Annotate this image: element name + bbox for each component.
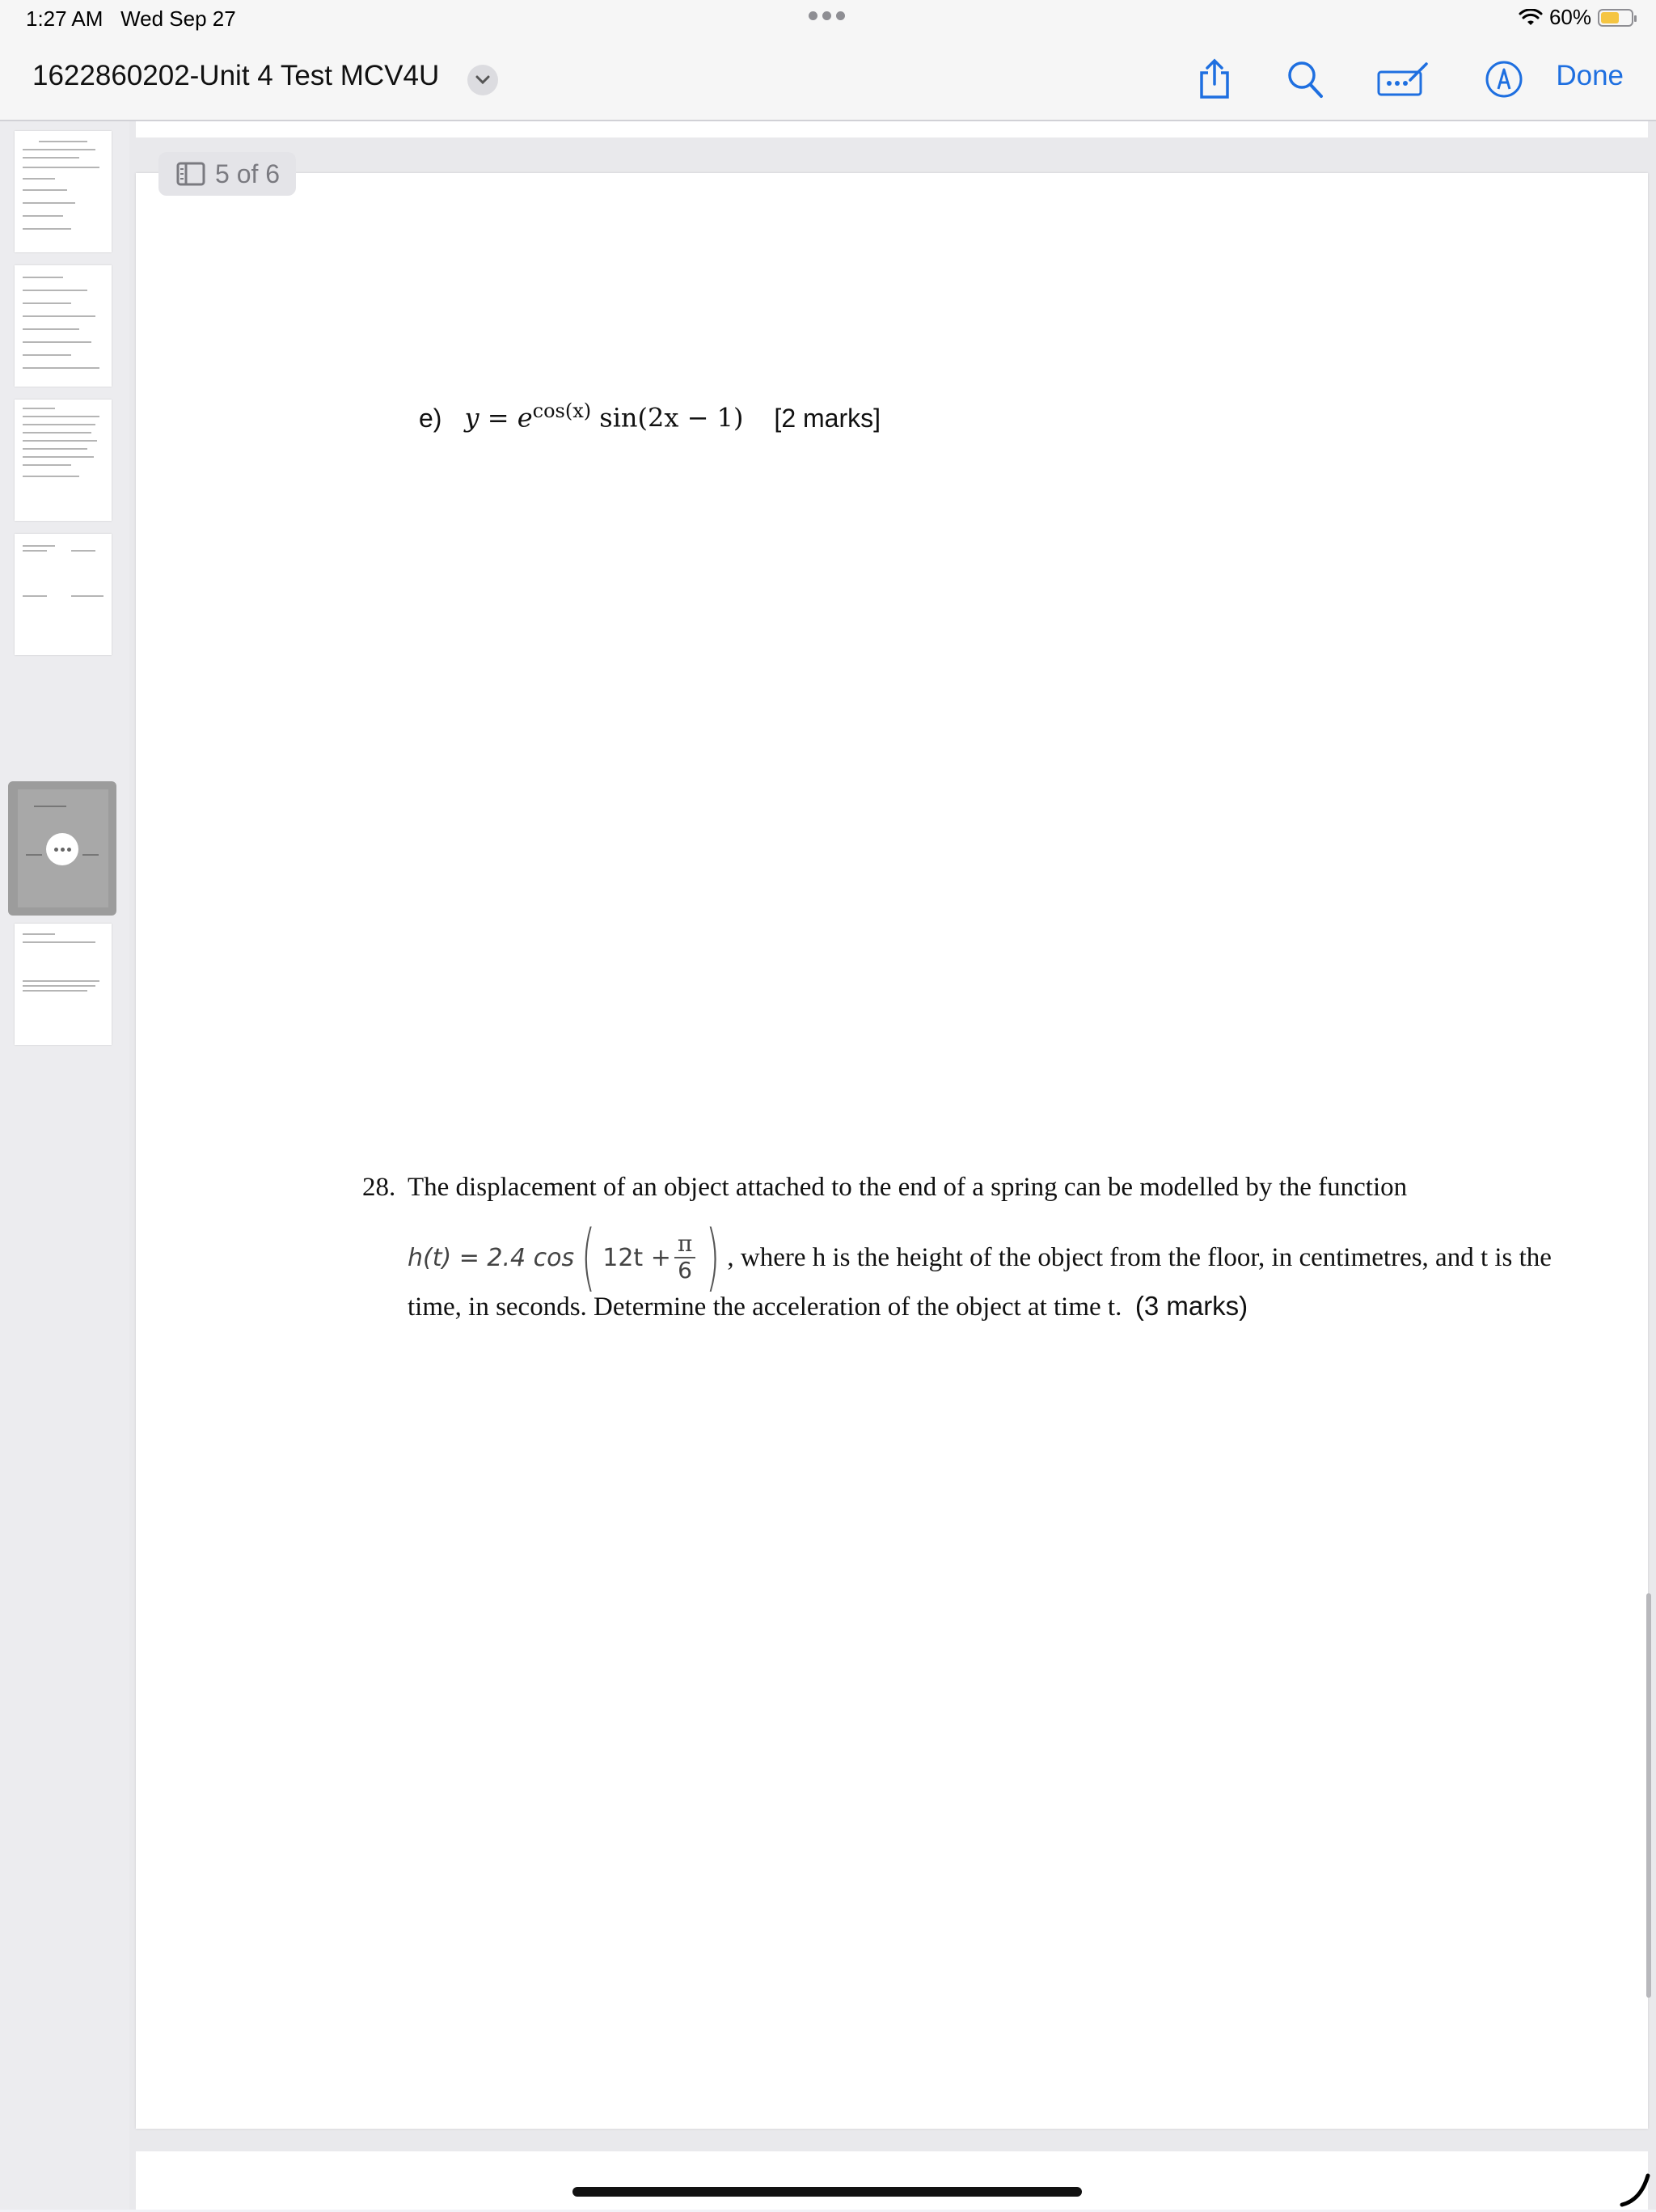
markup-toolbar-icon [1376,61,1430,98]
fraction-denominator: 6 [678,1257,692,1284]
wifi-icon [1519,9,1543,27]
question-28-marks: (3 marks) [1134,1291,1248,1321]
page-thumbnail-2[interactable] [15,265,112,387]
battery-icon [1598,9,1633,27]
vertical-scrollbar[interactable] [1646,1593,1651,1998]
share-icon [1197,58,1232,100]
title-menu-button[interactable] [467,65,498,95]
page-indicator-text: 5 of 6 [215,159,281,188]
document-title[interactable]: 1622860202-Unit 4 Test MCV4U [32,60,440,91]
home-indicator[interactable] [572,2187,1082,2197]
page-indicator[interactable] [158,152,296,196]
status-bar [0,0,1656,39]
question-28-line1: The displacement of an object attached to the end of a spring can be modelled by the function [408,1173,1408,1202]
question-28-formula: h(t) = 2.4 cos ( 12t + $\frac{\pi}{6}$ ) [408,1215,720,1300]
page-thumbnail-sidebar [0,121,129,2210]
formula-inner: 12t + [602,1243,671,1272]
fraction-numerator: π [674,1232,695,1258]
document-toolbar [0,39,1656,121]
page-thumbnail-4[interactable] [15,534,112,655]
page-thumbnail-3[interactable] [15,400,112,521]
status-time: 1:27 AM Wed Sep 27 [26,6,236,31]
page-thumbnail-6[interactable] [15,924,112,1045]
search-button[interactable] [1281,57,1329,102]
markup-pen-icon [1485,60,1523,99]
share-button[interactable] [1190,57,1239,102]
document-view[interactable] [129,121,1656,2210]
previous-page-edge [136,121,1648,137]
chevron-down-icon [475,75,490,85]
sidebar-toggle-icon [176,162,205,186]
done-button[interactable]: Done [1556,60,1624,91]
pdf-page [136,173,1648,2129]
question-28-number: 28. [362,1173,396,1202]
question-e-rhs: sin(2x − 1) [591,402,744,434]
question-e-exponent: cos(x) [532,400,592,422]
formula-lhs: h(t) = 2.4 cos [408,1243,575,1272]
question-28-line3: time, in seconds. Determine the acceleration of the object at time t. [408,1292,1122,1322]
question-e-marks: [2 marks] [774,403,881,433]
markup-button[interactable] [1480,57,1528,102]
battery-percent: 60% [1548,5,1591,29]
question-e-lhs: y = e [464,402,533,434]
formula-fraction [674,1232,695,1284]
question-28-line2: , where h is the height of the object from the floor, in centimetres, and t is the [727,1242,1552,1272]
page-thumbnail-1[interactable] [15,131,112,252]
markup-toolbar-button[interactable] [1375,57,1431,102]
next-page-edge [136,2151,1648,2210]
multitasking-dots[interactable] [809,11,845,20]
pencil-corner-icon[interactable] [1619,2172,1651,2212]
status-right [1519,5,1633,30]
thumbnail-more-button[interactable] [46,833,78,865]
question-e-label: e) [419,403,442,433]
question-e [419,400,881,434]
search-icon [1286,59,1324,99]
